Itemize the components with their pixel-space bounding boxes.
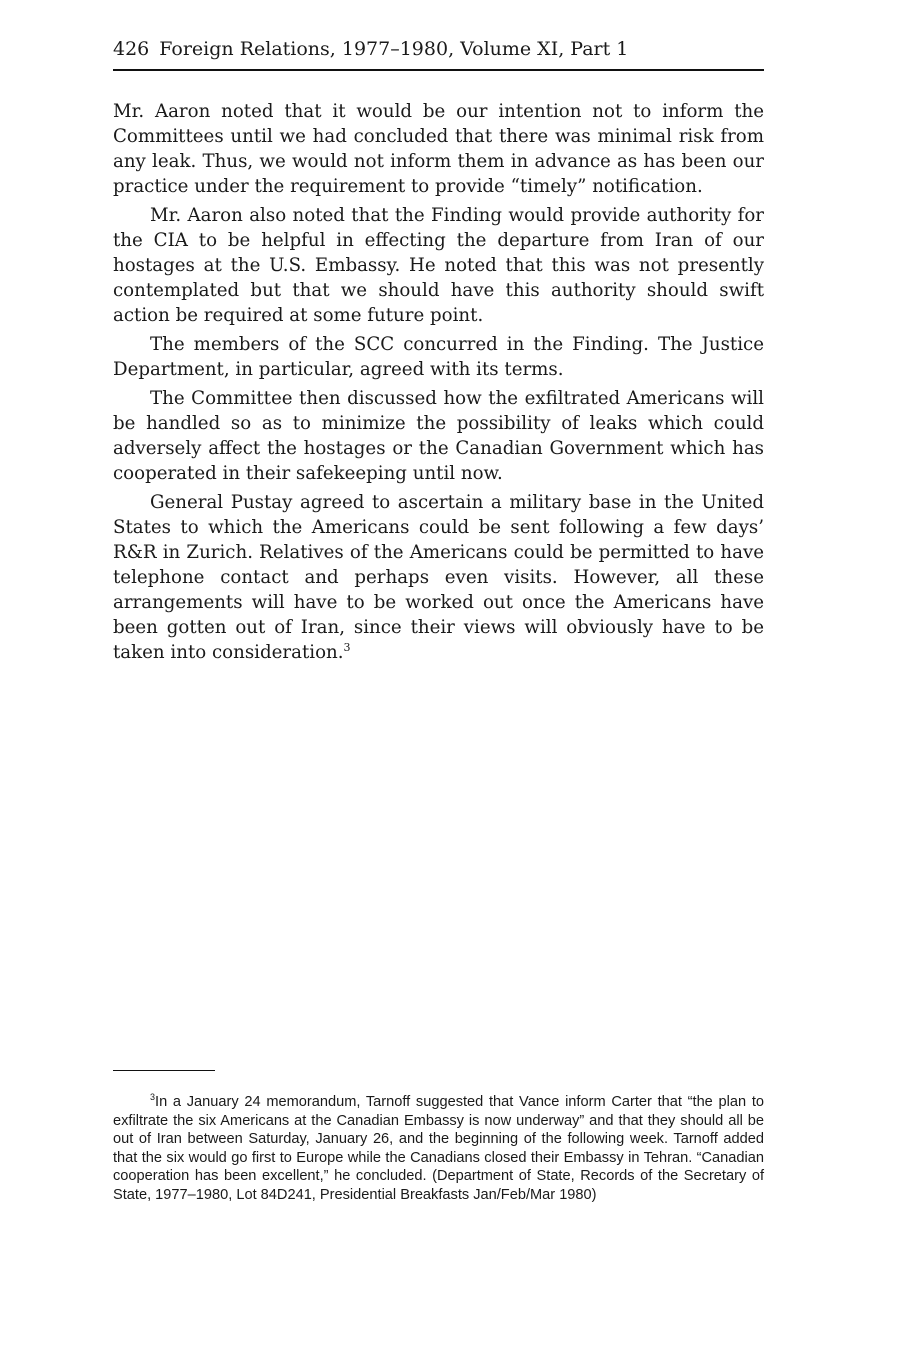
footnote-text: In a January 24 memorandum, Tarnoff suggested that Vance inform Carter that “the plan to exfiltrate the six Americans at the Canadian Embassy is now underway” and that they should all be out of Iran between Saturday, January 26, and the beginning of the following week. Tarnoff added that the six would go first to Europe while the Canadians closed their Embassy in Tehran. “Canadian cooperation has been excellent,” he concluded. (Department of State, Records of the Secretary of State, 1977–1980, Lot 84D241, Presidential Breakfasts Jan/Feb/Mar 1980) xyxy=(113,1094,764,1203)
page-number: 426 xyxy=(113,38,150,60)
paragraph: Mr. Aaron noted that it would be our intention not to inform the Committees until we had concluded that there was minimal risk from any leak. Thus, we would not inform them in advance as has been our practice under the requirement to provide “timely” notification. xyxy=(113,101,764,197)
paragraph: The members of the SCC concurred in the Finding. The Justice Department, in particular, agreed with its terms. xyxy=(113,334,764,380)
main-text xyxy=(113,99,764,669)
running-title: Foreign Relations, 1977–1980, Volume XI, Part 1 xyxy=(159,38,629,60)
paragraph: The Committee then discussed how the exfiltrated Americans will be handled so as to minimize the possibility of leaks which could adversely affect the hostages or the Canadian Government which has cooperated in their safekeeping until now. xyxy=(113,388,764,484)
header-rule xyxy=(113,69,764,71)
running-header xyxy=(113,36,764,62)
paragraph: Mr. Aaron also noted that the Finding would provide authority for the CIA to be helpful in effecting the departure from Iran of our hostages at the U.S. Embassy. He noted that this was not presently contemplated but that we should have this authority should swift action be required at some future point. xyxy=(113,205,764,326)
paragraph-text: General Pustay agreed to ascertain a military base in the United States to which the Americans could be sent following a few days’ R&R in Zurich. Relatives of the Americans could be permitted to have telephone contact and perhaps even visits. However, all these arrangements will have to be worked out once the Americans have been gotten out of Iran, since their views will obviously have to be taken into consideration. xyxy=(113,492,764,663)
footnote-rule xyxy=(113,1070,215,1071)
footnote xyxy=(113,1093,764,1205)
footnote-reference[interactable]: 3 xyxy=(343,640,351,654)
paragraph xyxy=(113,490,764,665)
footnote-marker: 3 xyxy=(150,1092,156,1103)
